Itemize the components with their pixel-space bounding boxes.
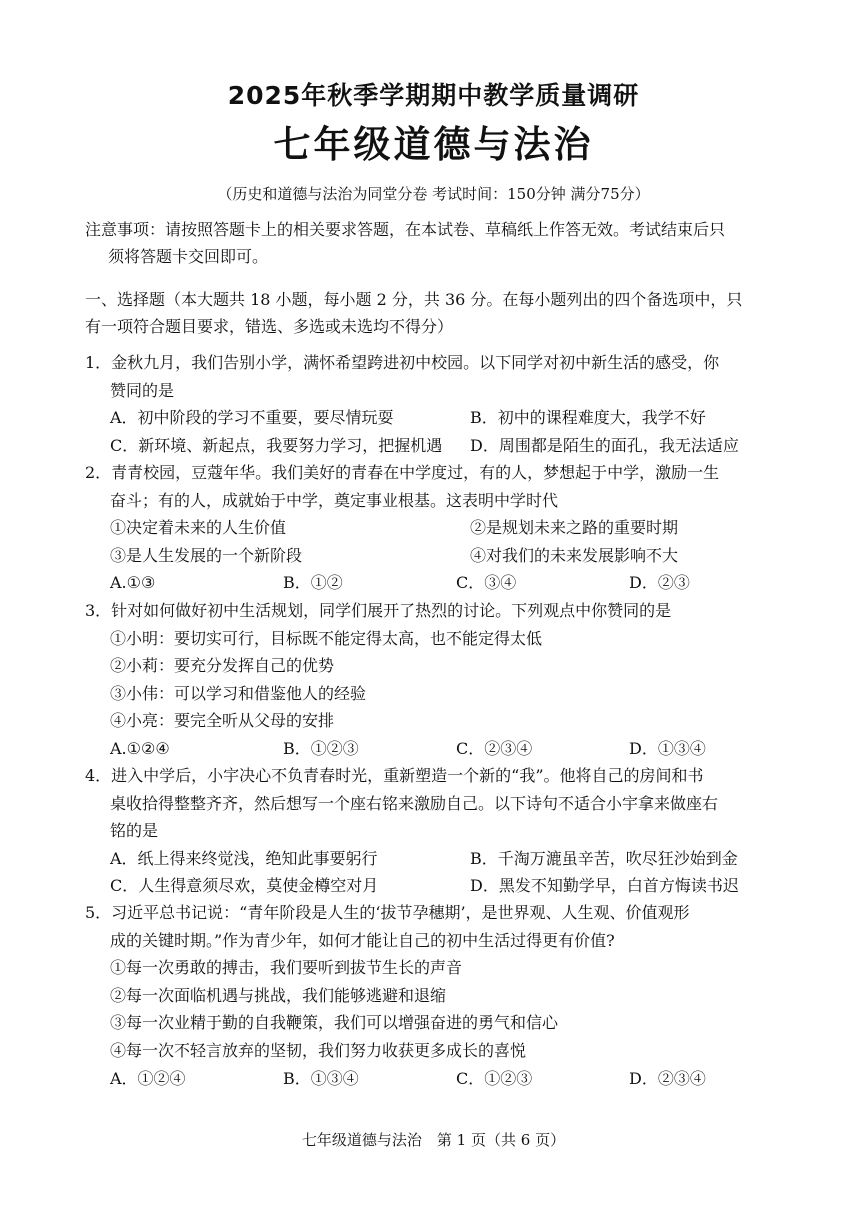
option-c: C．③④ xyxy=(456,573,517,593)
question-stem: 4．进入中学后，小宇决心不负青春时光，重新塑造一个新的“我”。他将自己的房间和书 xyxy=(85,766,704,785)
question-2 xyxy=(85,459,785,597)
section-heading xyxy=(85,286,785,340)
statement-4: ④对我们的未来发展影响不大 xyxy=(470,545,679,565)
section-heading-line: 有一项符合题目要求，错选、多选或未选均不得分） xyxy=(85,317,454,336)
option-d: D．②③ xyxy=(629,573,690,593)
question-stem: 5．习近平总书记说：“青年阶段是人生的‘拔节孕穗期’，是世界观、人生观、价值观形 xyxy=(85,903,690,922)
option-b: B．千淘万漉虽辛苦，吹尽狂沙始到金 xyxy=(470,848,738,868)
question-5 xyxy=(85,899,785,1092)
option-b: B．初中的课程难度大，我学不好 xyxy=(470,408,706,428)
option-d: D．周围都是陌生的面孔，我无法适应 xyxy=(470,435,739,455)
question-stem: 赞同的是 xyxy=(110,380,175,400)
notice-line: 须将答题卡交回即可。 xyxy=(108,247,269,266)
question-3 xyxy=(85,597,785,763)
question-stem: 奋斗；有的人，成就始于中学，奠定事业根基。这表明中学时代 xyxy=(110,490,559,510)
option-a: A.①②④ xyxy=(110,738,170,758)
question-stem: 1．金秋九月，我们告别小学，满怀希望跨进初中校园。以下同学对初中新生活的感受，你 xyxy=(85,353,720,372)
statement-2: ②小莉：要充分发挥自己的优势 xyxy=(110,656,335,676)
exam-title: 2025年秋季学期期中教学质量调研 xyxy=(227,81,640,110)
statement-3: ③是人生发展的一个新阶段 xyxy=(110,545,303,565)
notice-line: 注意事项：请按照答题卡上的相关要求答题，在本试卷、草稿纸上作答无效。考试结束后只 xyxy=(85,220,726,239)
question-4 xyxy=(85,762,785,900)
option-b: B．①②③ xyxy=(283,738,359,758)
option-a: A.①③ xyxy=(110,573,156,593)
statement-3: ③小伟：可以学习和借鉴他人的经验 xyxy=(110,683,367,703)
question-stem: 桌收拾得整整齐齐，然后想写一个座右铭来激励自己。以下诗句不适合小宇拿来做座右 xyxy=(110,793,719,813)
option-c: C．新环境、新起点，我要努力学习，把握机遇 xyxy=(110,435,443,455)
statement-3: ③每一次业精于勤的自我鞭策，我们可以增强奋进的勇气和信心 xyxy=(110,1013,559,1033)
option-d: D．①③④ xyxy=(629,738,706,758)
option-a: A．初中阶段的学习不重要，要尽情玩耍 xyxy=(110,408,394,428)
statement-1: ①每一次勇敢的搏击，我们要听到拔节生长的声音 xyxy=(110,958,463,978)
statement-1: ①决定着未来的人生价值 xyxy=(110,518,287,538)
section-heading-line: 一、选择题（本大题共 18 小题，每小题 2 分，共 36 分。在每小题列出的四个备选项中，只 xyxy=(85,290,743,309)
option-d: D．黑发不知勤学早，白首方悔读书迟 xyxy=(470,876,739,896)
statement-4: ④每一次不轻言放弃的坚韧，我们努力收获更多成长的喜悦 xyxy=(110,1040,527,1060)
page-footer: 七年级道德与法治 第 1 页（共 6 页） xyxy=(301,1131,566,1149)
statement-2: ②每一次面临机遇与挑战，我们能够逃避和退缩 xyxy=(110,985,447,1005)
option-a: A．纸上得来终觉浅，绝知此事要躬行 xyxy=(110,848,378,868)
statement-1: ①小明：要切实可行，目标既不能定得太高，也不能定得太低 xyxy=(110,628,543,648)
statement-4: ④小亮：要完全听从父母的安排 xyxy=(110,711,335,731)
question-1 xyxy=(85,349,785,459)
option-c: C．①②③ xyxy=(456,1068,533,1088)
statement-2: ②是规划未来之路的重要时期 xyxy=(470,518,679,538)
option-c: C．②③④ xyxy=(456,738,533,758)
question-stem: 铭的是 xyxy=(110,821,159,841)
option-a: A．①②④ xyxy=(110,1068,186,1088)
question-stem: 成的关键时期。”作为青少年，如何才能让自己的初中生活过得更有价值? xyxy=(110,930,615,950)
notice-block xyxy=(85,216,785,270)
option-c: C．人生得意须尽欢，莫使金樽空对月 xyxy=(110,876,379,896)
option-b: B．①② xyxy=(283,573,343,593)
option-d: D．②③④ xyxy=(629,1068,706,1088)
exam-subtitle: （历史和道德与法治为同堂分卷 考试时间：150分钟 满分75分） xyxy=(217,185,650,203)
option-b: B．①③④ xyxy=(283,1068,359,1088)
question-stem: 2．青青校园，豆蔻年华。我们美好的青春在中学度过，有的人，梦想起于中学，激励一生 xyxy=(85,463,720,482)
subject-title: 七年级道德与法治 xyxy=(273,123,594,166)
question-stem: 3．针对如何做好初中生活规划，同学们展开了热烈的讨论。下列观点中你赞同的是 xyxy=(85,601,672,620)
